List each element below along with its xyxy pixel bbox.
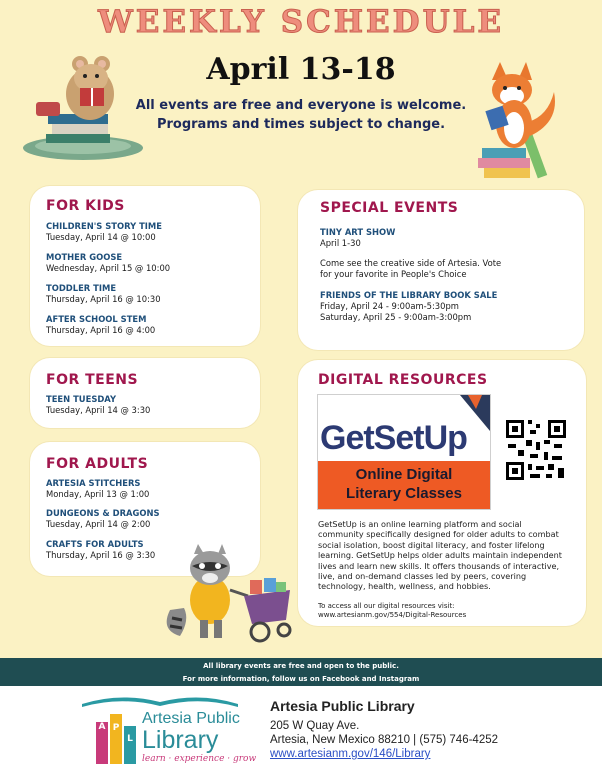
event-time: Friday, April 24 - 9:00am-5:30pm bbox=[320, 301, 459, 311]
event-time: Thursday, April 16 @ 3:30 bbox=[46, 550, 156, 560]
teens-heading: FOR TEENS bbox=[46, 372, 139, 388]
description-line: for your favorite in People's Choice bbox=[320, 269, 467, 279]
logo-tagline: learn · experience · grow bbox=[142, 754, 257, 764]
raccoon-cart-illustration bbox=[160, 540, 300, 650]
digital-heading: DIGITAL RESOURCES bbox=[318, 372, 488, 388]
digital-access-info bbox=[318, 602, 466, 620]
teens-card bbox=[30, 358, 260, 428]
getsetup-banner[interactable] bbox=[317, 394, 491, 510]
event-name: MOTHER GOOSE bbox=[46, 252, 123, 262]
event-name: TINY ART SHOW bbox=[320, 227, 396, 237]
event-time: Tuesday, April 14 @ 2:00 bbox=[46, 519, 151, 529]
event-name: CHILDREN'S STORY TIME bbox=[46, 221, 162, 231]
description-line: GetSetUp is an online learning platform and social bbox=[318, 519, 522, 529]
getsetup-logo: GetSetUp bbox=[320, 419, 467, 457]
description-line: Come see the creative side of Artesia. Vote bbox=[320, 258, 502, 268]
kids-event bbox=[46, 252, 170, 274]
event-name: AFTER SCHOOL STEM bbox=[46, 314, 147, 324]
adults-event bbox=[46, 478, 149, 500]
open-book-icon bbox=[80, 690, 240, 708]
event-name: FRIENDS OF THE LIBRARY BOOK SALE bbox=[320, 290, 498, 300]
description-line: lives and learn new skills. It offers thousands of interactive, bbox=[318, 560, 560, 571]
adults-heading: FOR ADULTS bbox=[46, 456, 149, 472]
adults-event bbox=[46, 539, 155, 561]
page-title: WEEKLY SCHEDULE bbox=[97, 4, 505, 40]
website-link[interactable]: www.artesianm.gov/146/Library bbox=[270, 748, 431, 760]
event-name: TODDLER TIME bbox=[46, 283, 117, 293]
event-time: Thursday, April 16 @ 4:00 bbox=[46, 325, 156, 335]
teens-event bbox=[46, 394, 150, 416]
adults-event bbox=[46, 508, 160, 530]
address-line-2: Artesia, New Mexico 88210 | (575) 746-4252 bbox=[270, 734, 499, 746]
intro-line-1: All events are free and everyone is welcome. bbox=[135, 98, 467, 113]
event-time: Thursday, April 16 @ 10:30 bbox=[46, 294, 161, 304]
event-time: April 1-30 bbox=[320, 238, 361, 248]
fox-reading-illustration bbox=[470, 52, 575, 182]
kids-event bbox=[46, 221, 162, 243]
description-line: community specifically designed for older adults to combat bbox=[318, 529, 559, 540]
qr-code-icon[interactable] bbox=[504, 418, 568, 482]
letter-block: P bbox=[110, 714, 122, 764]
footer-notice-band bbox=[0, 658, 602, 686]
event-time: Tuesday, April 14 @ 10:00 bbox=[46, 232, 156, 242]
getsetup-description bbox=[318, 519, 580, 592]
description-line: learning. GetSetUp helps older adults maintain independent bbox=[318, 550, 562, 561]
digital-resources-card bbox=[298, 360, 586, 626]
special-heading: SPECIAL EVENTS bbox=[320, 200, 459, 216]
description-line: technology, health, wellness, and hobbies. bbox=[318, 581, 491, 592]
access-text: To access all our digital resources visit: bbox=[318, 602, 455, 610]
hamster-reading-illustration bbox=[18, 44, 148, 164]
kids-event bbox=[46, 283, 161, 305]
footer bbox=[0, 686, 602, 770]
kids-heading: FOR KIDS bbox=[46, 198, 125, 214]
date-range: April 13-18 bbox=[206, 52, 396, 87]
book-sale-event bbox=[320, 290, 497, 323]
tiny-art-show-description bbox=[320, 258, 501, 280]
event-name: ARTESIA STITCHERS bbox=[46, 478, 141, 488]
event-name: DUNGEONS & DRAGONS bbox=[46, 508, 160, 518]
letter-block: A bbox=[96, 722, 108, 764]
event-name: TEEN TUESDAY bbox=[46, 394, 117, 404]
event-time: Tuesday, April 14 @ 3:30 bbox=[46, 405, 151, 415]
banner-line: Literary Classes bbox=[346, 485, 462, 502]
apl-letter-blocks bbox=[96, 714, 138, 764]
digital-resources-link[interactable]: www.artesianm.gov/554/Digital-Resources bbox=[318, 611, 467, 619]
description-line: live, and on-demand classes led by peers, covering bbox=[318, 571, 527, 582]
description-line: social isolation, boost digital literacy, and foster lifelong bbox=[318, 539, 545, 550]
event-time: Wednesday, April 15 @ 10:00 bbox=[46, 263, 171, 273]
event-time: Saturday, April 25 - 9:00am-3:00pm bbox=[320, 312, 472, 322]
special-events-card bbox=[298, 190, 584, 350]
event-time: Monday, April 13 @ 1:00 bbox=[46, 489, 150, 499]
address-line-1: 205 W Quay Ave. bbox=[270, 720, 360, 732]
online-classes-banner bbox=[318, 461, 490, 509]
logo-line-2: Library bbox=[142, 726, 219, 754]
footer-notice-line-2: For more information, follow us on Facebook and Instagram bbox=[182, 675, 420, 683]
kids-card bbox=[30, 186, 260, 346]
logo-line-1: Artesia Public bbox=[142, 710, 240, 727]
intro-line-2: Programs and times subject to change. bbox=[156, 117, 446, 132]
tiny-art-show-event bbox=[320, 227, 395, 249]
org-name: Artesia Public Library bbox=[270, 698, 415, 714]
event-name: CRAFTS FOR ADULTS bbox=[46, 539, 144, 549]
kids-event bbox=[46, 314, 155, 336]
banner-line: Online Digital bbox=[355, 466, 453, 483]
footer-notice-line-1: All library events are free and open to the public. bbox=[203, 662, 399, 670]
letter-block: L bbox=[124, 726, 136, 764]
